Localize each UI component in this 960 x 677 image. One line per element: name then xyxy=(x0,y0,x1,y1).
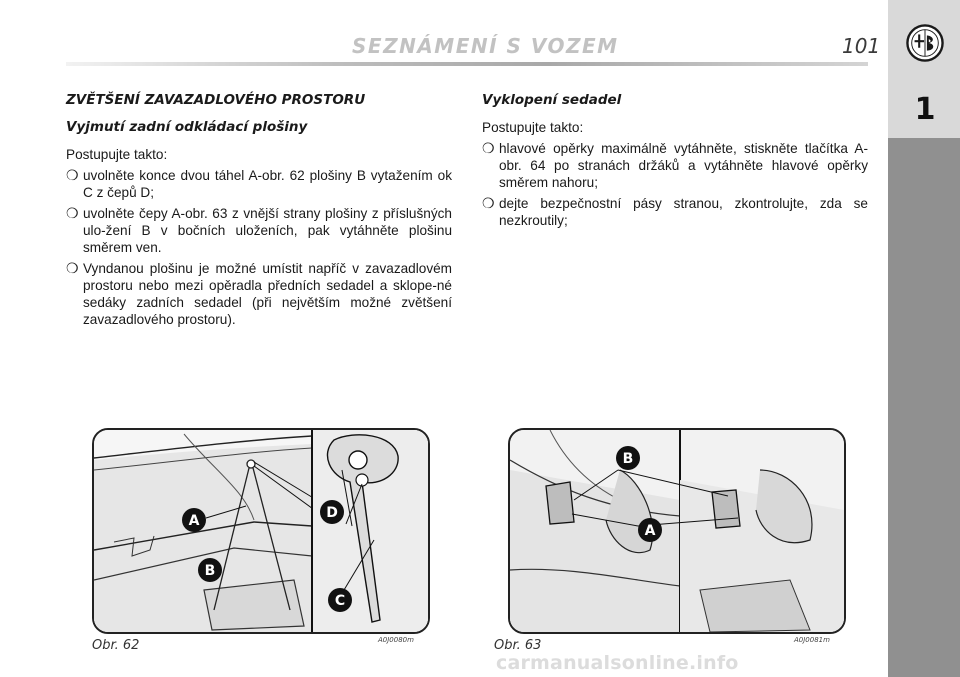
list-item-text: Vyndanou plošinu je možné umístit napříč v zavazadlovém prostoru nebo mezi opěradla předních sedadel a sklope-né sedáky zadních sedadel (při největším možné zvětšení zavazadlového prostoru). xyxy=(83,261,452,327)
figure-63-illustration xyxy=(508,428,846,634)
bullet-circle-icon: ❍ xyxy=(66,260,79,276)
figure-63-caption: Obr. 63 xyxy=(494,638,542,653)
list-item xyxy=(66,260,452,328)
left-column xyxy=(66,92,452,332)
instruction-list xyxy=(482,140,868,229)
figure-62-caption: Obr. 62 xyxy=(92,638,140,653)
figure-62-drawing xyxy=(94,430,428,632)
right-column xyxy=(482,92,868,233)
section-subheading: Vyklopení sedadel xyxy=(482,92,622,108)
figure-63-drawing xyxy=(510,430,844,632)
bullet-circle-icon: ❍ xyxy=(66,167,79,183)
header-rule xyxy=(66,62,868,66)
list-item-text: uvolněte konce dvou táhel A-obr. 62 plošiny B vytažením ok C z čepů D; xyxy=(83,168,452,200)
list-item xyxy=(482,195,868,229)
callout-b xyxy=(198,558,222,582)
list-item-text: dejte bezpečnostní pásy stranou, zkontrolujte, zda se nezkroutily; xyxy=(499,196,868,228)
list-item xyxy=(66,205,452,256)
instruction-intro: Postupujte takto: xyxy=(66,147,168,162)
figure-63-code: A0J0081m xyxy=(794,636,830,644)
list-item-text: hlavové opěrky maximálně vytáhněte, stiskněte tlačítka A-obr. 64 po stranách držáků a vytáhněte hlavové opěrky směrem nahoru; xyxy=(499,141,868,190)
alfa-romeo-badge-icon xyxy=(906,24,944,62)
chapter-number: 1 xyxy=(914,92,936,127)
running-header-title: SEZNÁMENÍ S VOZEM xyxy=(352,34,619,58)
figure-62-code: A0J0080m xyxy=(378,636,414,644)
bullet-circle-icon: ❍ xyxy=(482,195,495,211)
svg-text:D: D xyxy=(326,505,338,521)
svg-text:B: B xyxy=(204,563,216,579)
section-heading: ZVĚTŠENÍ ZAVAZADLOVÉHO PROSTORU xyxy=(66,92,366,108)
bullet-circle-icon: ❍ xyxy=(482,140,495,156)
instruction-list xyxy=(66,167,452,328)
watermark: carmanualsonline.info xyxy=(496,652,739,674)
section-subheading: Vyjmutí zadní odkládací plošiny xyxy=(66,119,308,135)
list-item-text: uvolněte čepy A-obr. 63 z vnější strany plošiny z příslušných ulo-žení B v bočních uloženích, pak vytáhněte plošinu směrem ven. xyxy=(83,206,452,255)
svg-text:A: A xyxy=(188,513,200,529)
callout-d xyxy=(320,500,344,524)
callout-c xyxy=(328,588,352,612)
svg-text:C: C xyxy=(334,593,346,609)
list-item xyxy=(482,140,868,191)
instruction-intro: Postupujte takto: xyxy=(482,120,584,135)
bullet-circle-icon: ❍ xyxy=(66,205,79,221)
list-item xyxy=(66,167,452,201)
figure-62-illustration xyxy=(92,428,430,634)
svg-text:B: B xyxy=(622,451,634,467)
page-number: 101 xyxy=(842,34,881,58)
svg-text:A: A xyxy=(644,523,656,539)
